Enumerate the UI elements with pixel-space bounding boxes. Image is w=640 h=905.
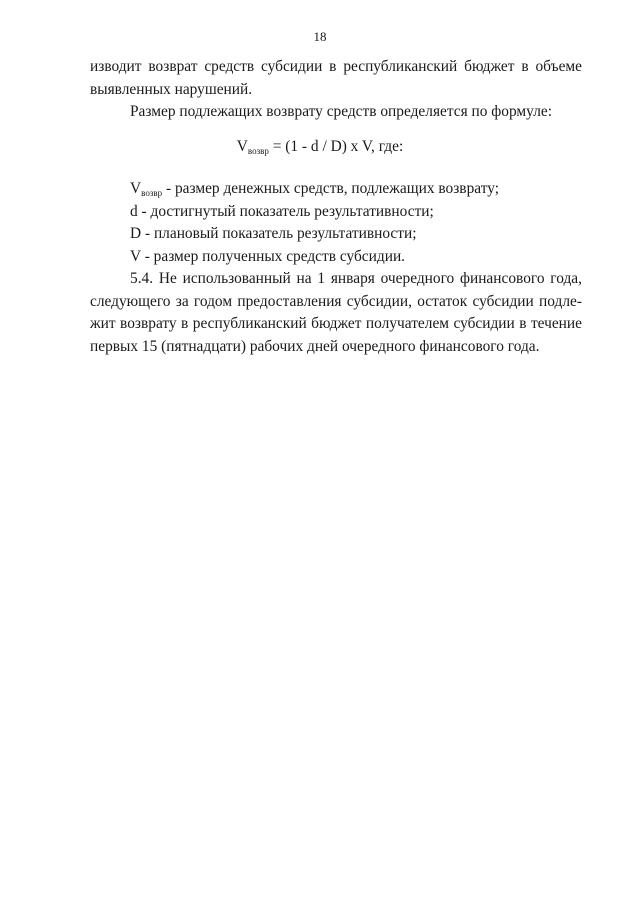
- definitions-list: [90, 178, 582, 268]
- paragraph-line: выявленных нарушений.: [90, 80, 253, 98]
- paragraph-line: жит возврату в республиканский бюджет получателем субсидии в течение: [90, 315, 582, 332]
- paragraph-line: изводит возврат средств субсидии в республиканский бюджет в объеме: [90, 58, 582, 75]
- section-5-4-paragraph: [90, 268, 582, 358]
- paragraph-line: следующего за годом предоставления субсидии, остаток субсидии подле-: [90, 292, 582, 310]
- definition-item: [90, 201, 582, 224]
- definition-text: - достигнутый показатель результативности;: [137, 202, 434, 220]
- definition-symbol: D: [130, 225, 142, 242]
- formula: [0, 136, 640, 162]
- formula-intro-paragraph: [90, 101, 582, 124]
- definition-text: - размер денежных средств, подлежащих возврату;: [162, 180, 499, 197]
- definition-text: - плановый показатель результативности;: [141, 225, 417, 242]
- paragraph-line: Размер подлежащих возврату средств определяется по формуле:: [130, 103, 552, 120]
- formula-expression: = (1 - d / D) x V, где:: [268, 138, 404, 155]
- definition-symbol: V: [130, 247, 141, 265]
- page-number: 18: [313, 29, 327, 44]
- definition-item: [90, 178, 582, 201]
- formula-subscript: возвр: [247, 146, 269, 156]
- definition-subscript: возвр: [141, 188, 163, 198]
- paragraph-line: 5.4. Не использованный на 1 января очередного финансового года,: [130, 270, 582, 287]
- definition-text: - размер полученных средств субсидии.: [140, 247, 406, 265]
- formula-symbol: V: [236, 138, 248, 155]
- definition-symbol: V: [130, 180, 142, 197]
- definition-symbol: d: [130, 202, 138, 220]
- paragraph-continuation: [90, 56, 582, 101]
- definition-item: [90, 223, 582, 246]
- paragraph-line: первых 15 (пятнадцати) рабочих дней очередного финансового года.: [90, 337, 540, 355]
- definition-item: [90, 246, 582, 269]
